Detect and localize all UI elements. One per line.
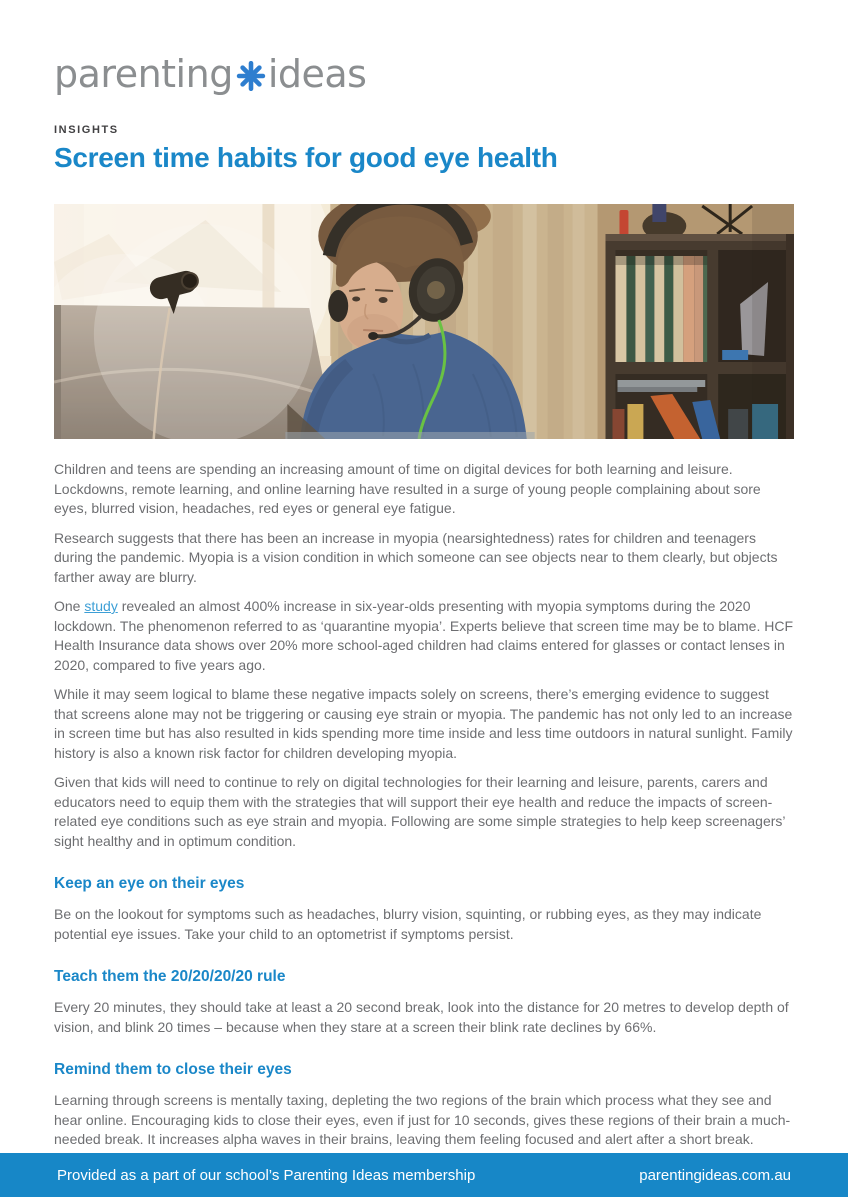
- logo-word-parenting: parenting: [54, 52, 233, 96]
- eyebrow-label: INSIGHTS: [54, 124, 119, 136]
- article-title: Screen time habits for good eye health: [54, 142, 558, 173]
- footer-bar: [0, 1153, 848, 1197]
- hero-image: [54, 204, 794, 439]
- section-paragraph: Every 20 minutes, they should take at least a 20 second break, look into the distance for 20 metres to develop depth of vision, and blink 20 times – because when they stare at a screen their blink rate declines by 66%.: [54, 999, 789, 1035]
- logo-word-ideas: ideas: [267, 52, 367, 96]
- parenting-ideas-logo: [54, 0, 794, 96]
- section-paragraph: Learning through screens is mentally taxing, depleting the two regions of the brain which process what they see and hear online. Encouraging kids to close their eyes, even if just for 10 seconds, gives these regions of their brain a much-needed break. It increases alpha waves in their brains, leaving them feeling focused and alert after a short break.: [54, 1092, 791, 1147]
- paragraph-intro-3: [54, 597, 794, 675]
- footer-website-link[interactable]: parentingideas.com.au: [639, 1166, 791, 1184]
- paragraph-intro-5: Given that kids will need to continue to rely on digital technologies for their learning and leisure, parents, carers and educators need to equip them with the strategies that will support their eye health and reduce the impacts of screen-related eye conditions such as eye strain and myopia. Following are some simple strategies to help keep screenagers’ sight healthy and in optimum condition.: [54, 774, 785, 849]
- section-paragraph: Be on the lookout for symptoms such as headaches, blurry vision, squinting, or rubbing eyes, as they may indicate potential eye issues. Take your child to an optometrist if symptoms persist.: [54, 906, 762, 942]
- article-body: [54, 460, 794, 1150]
- page-header: [0, 0, 848, 174]
- paragraph-text: One: [54, 598, 85, 614]
- section-heading-eyes: Keep an eye on their eyes: [54, 875, 245, 892]
- section-heading-close-eyes: Remind them to close their eyes: [54, 1061, 292, 1078]
- paragraph-intro-4: While it may seem logical to blame these negative impacts solely on screens, there’s emerging evidence to suggest that screens alone may not be triggering or causing eye strain or myopia. The pandemic has not only led to an increase in screen time but has also resulted in kids spending more time inside and less time outdoors in natural sunlight. Family history is also a known risk factor for children developing myopia.: [54, 686, 793, 761]
- asterisk-logo-icon: [236, 61, 266, 91]
- footer-membership-text: Provided as a part of our school’s Parenting Ideas membership: [57, 1166, 476, 1184]
- paragraph-intro-1: Children and teens are spending an increasing amount of time on digital devices for both learning and leisure. Lockdowns, remote learning, and online learning have resulted in a surge of young people complaining about sore eyes, blurred vision, headaches, red eyes or general eye fatigue.: [54, 461, 761, 516]
- section-heading-rule: Teach them the 20/20/20/20 rule: [54, 968, 286, 985]
- paragraph-intro-2: Research suggests that there has been an increase in myopia (nearsightedness) rates for children and teenagers during the pandemic. Myopia is a vision condition in which someone can see objects near to them clearly, but objects farther away are blurry.: [54, 529, 778, 585]
- study-link[interactable]: study: [84, 598, 118, 614]
- paragraph-text: revealed an almost 400% increase in six-year-olds presenting with myopia symptoms during the 2020 lockdown. The phenomenon referred to as ‘quarantine myopia’. Experts believe that screen time may be to blame. HCF Health Insurance data shows over 20% more school-aged children had claims entered for glasses or contact lenses in 2020, compared to five years ago.: [54, 598, 794, 673]
